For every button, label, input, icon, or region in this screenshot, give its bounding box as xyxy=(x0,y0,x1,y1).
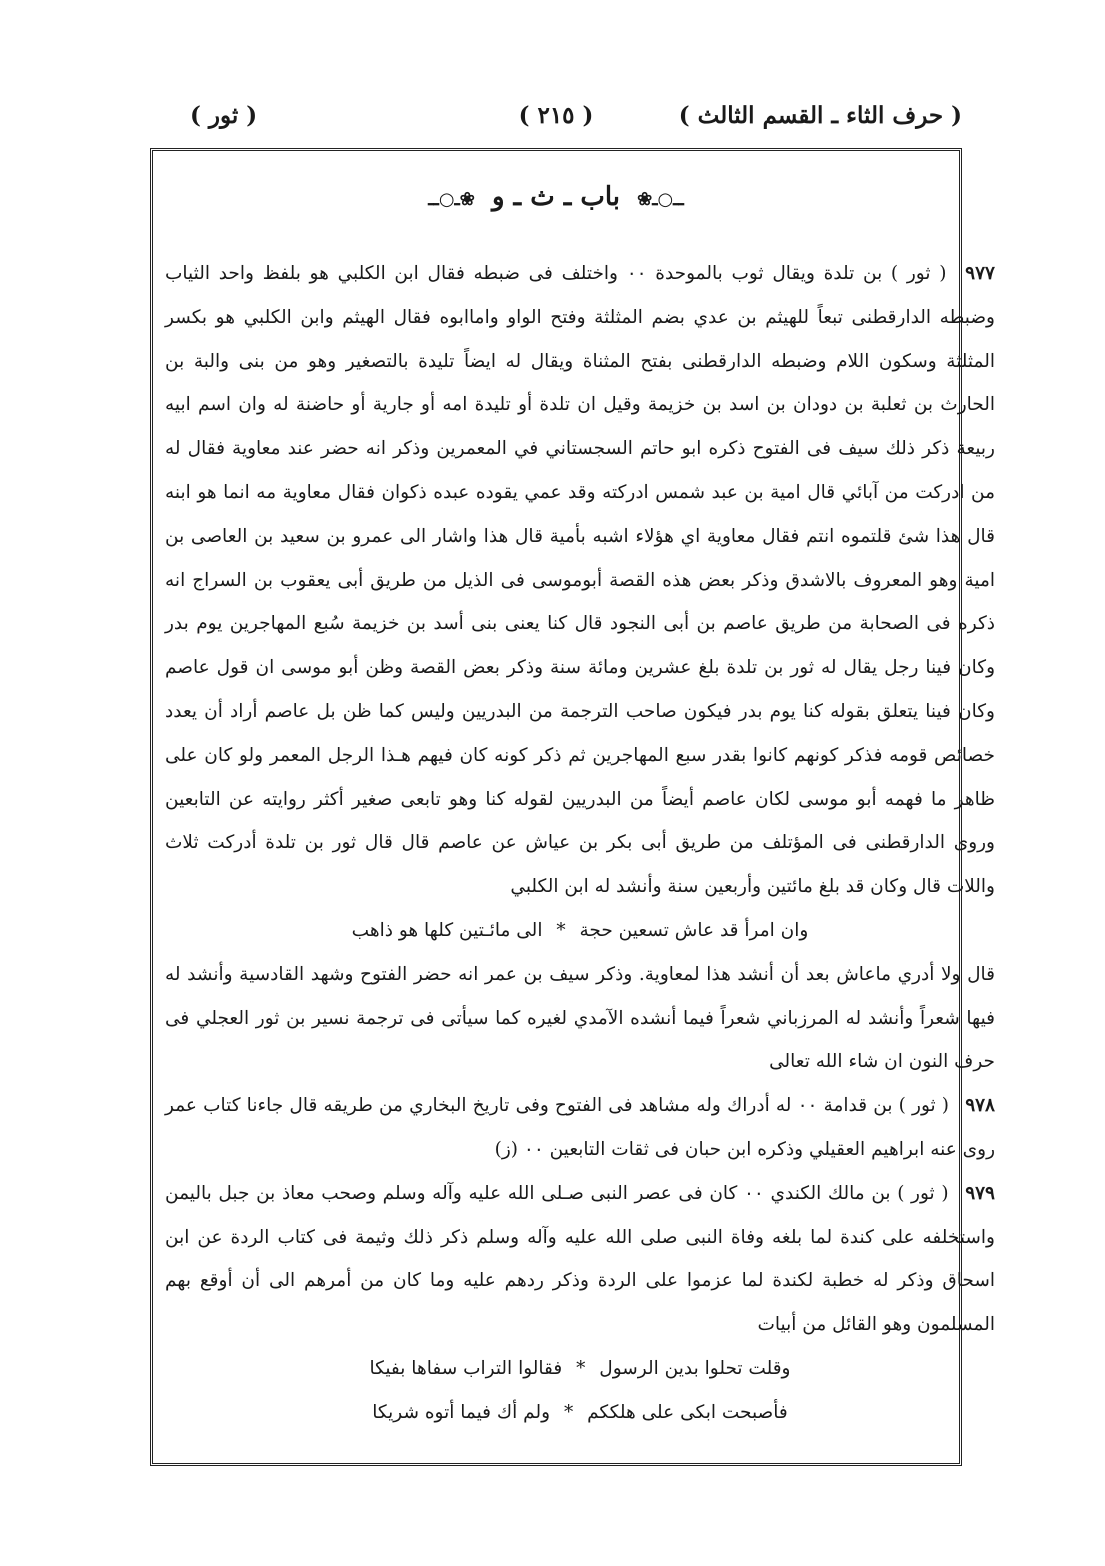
verse-second-hemistich: فقالوا التراب سفاها بفيكا xyxy=(369,1357,563,1379)
entry-continuation: قال ولا أدري ماعاش بعد أن أنشد هذا لمعاوية. وذكر سيف بن عمر انه حضر الفتوح وشهد القادسية وأنشد له فيها شعراً وأنشد له المرزباني شعراً فيما أنشده الآمدي لغيره كما سيأتى فى ترجمة نسير بن ثور العجلي فى حرف النون ان شاء الله تعالى xyxy=(165,963,995,1073)
entry-paragraph xyxy=(165,252,995,909)
verse-second-hemistich: ولم أك فيما أتوه شريكا xyxy=(372,1401,551,1423)
poem-verse xyxy=(165,1391,995,1435)
chapter-heading xyxy=(150,182,962,212)
header-page-number: ( ٢١٥ ) xyxy=(518,102,594,129)
entry-978 xyxy=(165,1084,995,1172)
verse-separator-star: * xyxy=(556,919,566,941)
header-entry-word: ( ثور ) xyxy=(190,102,258,129)
main-text xyxy=(165,252,995,1435)
entry-text: ( ثور ) بن مالك الكندي ٠٠ كان فى عصر النبى صـلى الله عليه وآله وسلم وصحب معاذ بن جبل باليمن واستخلفه على كندة لما بلغه وفاة النبى صلى الله عليه وآله وسلم ذكر ذلك وثيمة فى كتاب الردة عن ابن اسحاق وذكر له خطبة لكندة لما عزموا على الردة وذكر ردهم عليه وما كان من أمرهم الى أن أوقع بهم المسلمون وهو القائل من أبيات xyxy=(165,1182,995,1336)
verse-separator-star: * xyxy=(576,1357,586,1379)
poem-verse xyxy=(165,1347,995,1391)
ornament-right-icon: ــ○ـ❀ xyxy=(637,189,684,210)
entry-text: ( ثور ) بن تلدة ويقال ثوب بالموحدة ٠٠ واختلف فى ضبطه فقال ابن الكلبي هو بلفظ واحد الثياب وضبطه الدارقطنى تبعاً للهيثم بن عدي بضم المثلثة وفتح الواو واماابوه فقال الهيثم وابن الكلبي هو بكسر المثلثة وسكون اللام وضبطه الدارقطنى بفتح المثناة ويقال له ايضاً تليدة بالتصغير وهو من بنى والبة بن الحارث بن ثعلبة بن دودان بن اسد بن خزيمة وقيل ان تلدة أو تليدة امه أو جارية أو حاضنة له وان اسم ابيه ربيعة ذكر ذلك سيف فى الفتوح ذكره ابو حاتم السجستاني في المعمرين وذكر انه حضر عند معاوية فقال له من ادركت من آبائي قال امية بن عبد شمس ادركته وقد عمي يقوده عبده ذكوان فقال معاوية مه انما هو ابنه قال هذا شئ قلتموه انتم فقال معاوية اي هؤلاء اشبه بأمية قال هذا واشار الى عمرو بن سعيد بن العاصى بن امية وهو المعروف بالاشدق وذكر بعض هذه القصة أبوموسى فى الذيل من طريق أبى يعقوب بن السراج انه ذكره فى الصحابة من طريق عاصم بن أبى النجود قال كنا يعنى بنى أسد بن خزيمة سُبع المهاجرين يوم بدر وكان فينا رجل يقال له ثور بن تلدة بلغ عشرين ومائة سنة وذكر بعض القصة وظن أبو موسى ان قول عاصم وكان فينا يتعلق بقوله كنا يوم بدر فيكون صاحب الترجمة من البدريين وليس كما ظن بل عاصم أراد أن يعدد خصائص قومه فذكر كونهم كانوا بقدر سبع المهاجرين ثم ذكر كونه كان فيهم هـذا الرجل المعمر ولو كان على ظاهر ما فهمه أبو موسى لكان عاصم أيضاً من البدريين لقوله كنا وهو تابعى صغير أكثر روايته عن التابعين وروى الدارقطنى فى المؤتلف من طريق أبى بكر بن عياش عن عاصم قال قال ثور بن تلدة أدركت ثلاث واللات قال وكان قد بلغ مائتين وأربعين سنة وأنشد له ابن الكلبي xyxy=(165,263,995,898)
entry-number: ٩٧٩ xyxy=(965,1182,995,1204)
verse-first-hemistich: وقلت تحلوا بدين الرسول xyxy=(599,1357,791,1379)
verse-first-hemistich: فأصبحت ابكى على هلككم xyxy=(587,1401,788,1423)
entry-number: ٩٧٨ xyxy=(965,1095,995,1117)
poem-verse xyxy=(165,909,995,953)
entry-number: ٩٧٧ xyxy=(965,263,995,284)
entry-text: ( ثور ) بن قدامة ٠٠ له أدراك وله مشاهد فى الفتوح وفى تاريخ البخاري من طريقه قال جاءنا كتاب عمر روى عنه ابراهيم العقيلي وذكره ابن حبان فى ثقات التابعين ٠٠ (ز) xyxy=(165,1095,995,1160)
header-section-title: ( حرف الثاء ـ القسم الثالث ) xyxy=(678,102,962,129)
page-header xyxy=(150,98,962,138)
entry-paragraph xyxy=(165,1172,995,1347)
entry-paragraph xyxy=(165,1084,995,1172)
chapter-title: باب ـ ث ـ و xyxy=(491,182,621,212)
verse-second-hemistich: الى مائـتين كلها هو ذاهب xyxy=(351,919,543,941)
verse-separator-star: * xyxy=(563,1401,574,1423)
ornament-left-icon: ❀ـ○ــ xyxy=(428,189,475,210)
entry-979 xyxy=(165,1172,995,1435)
verse-first-hemistich: وان امرأ قد عاش تسعين حجة xyxy=(579,919,809,941)
entry-977 xyxy=(165,252,995,1084)
